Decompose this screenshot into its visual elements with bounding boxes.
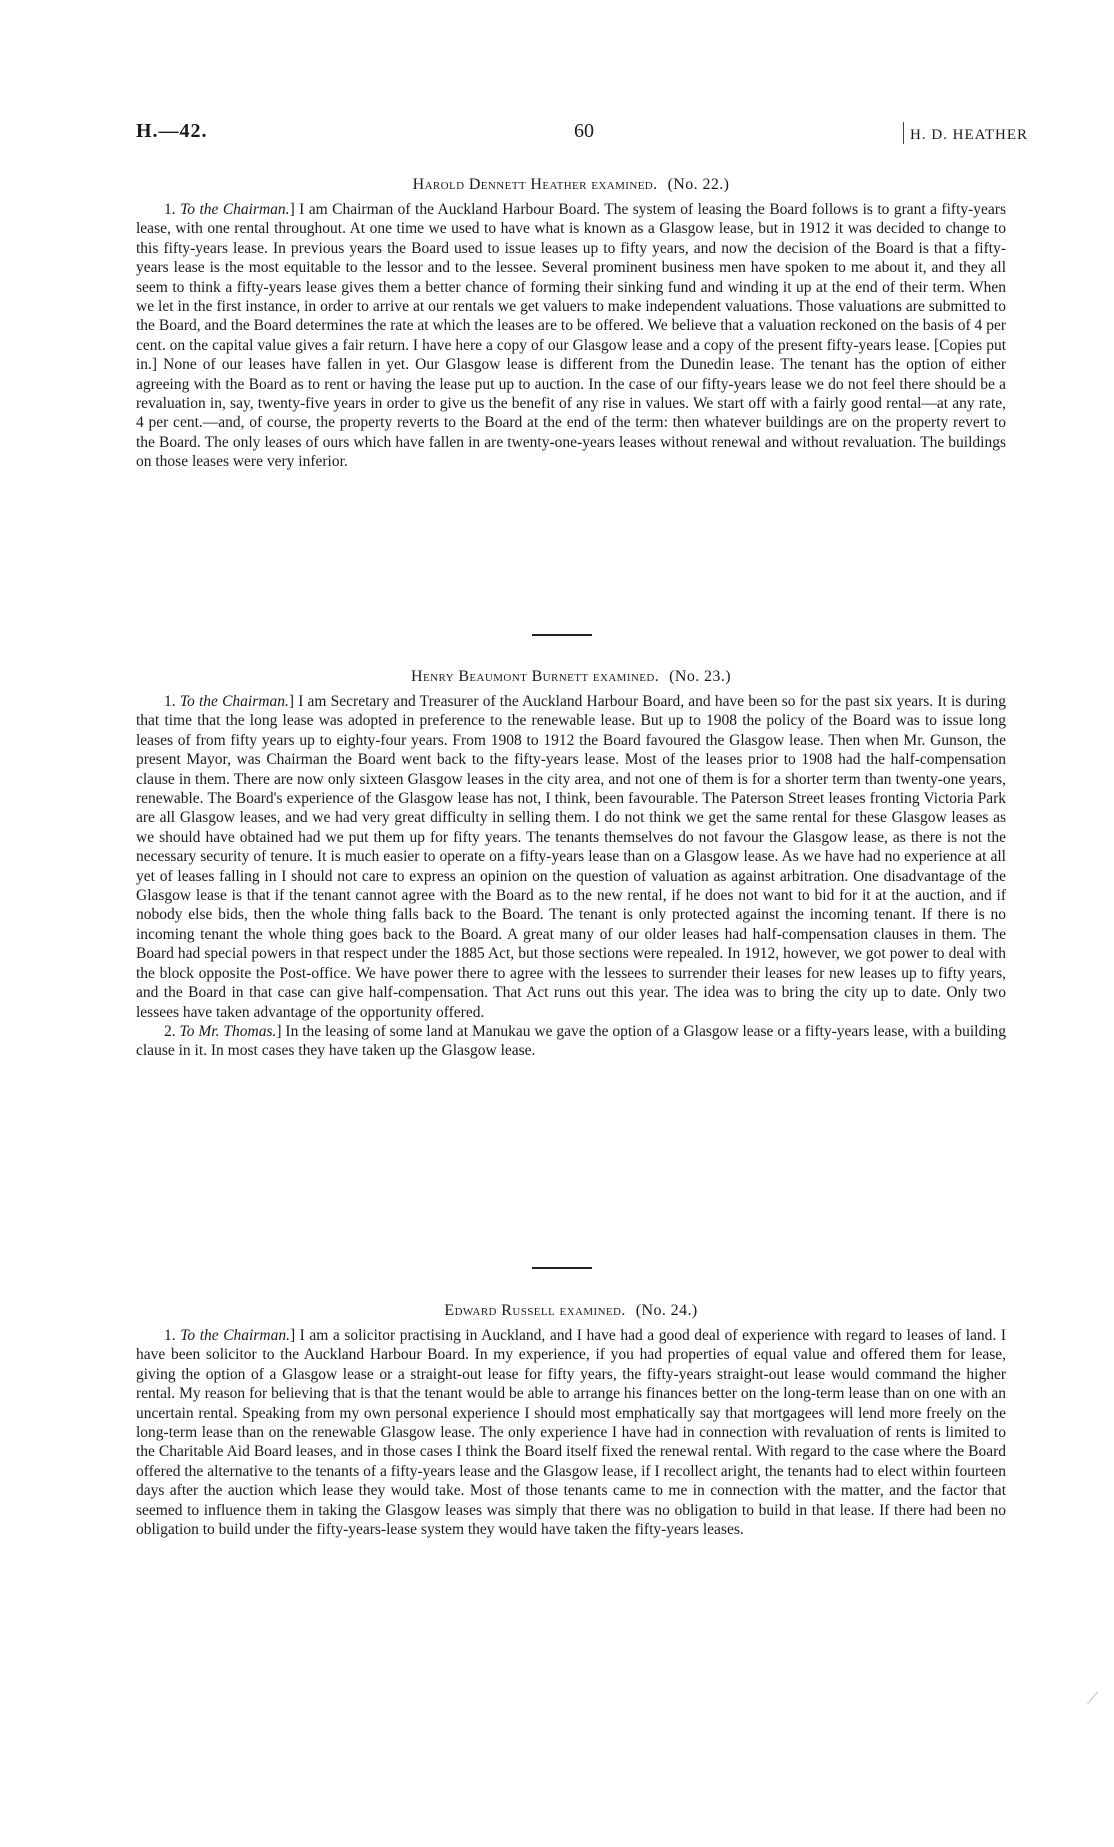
witness-heading [136,1302,1006,1320]
testimony-paragraph [136,1326,1006,1539]
testimony-paragraph [136,200,1006,472]
header-running-title-text: H. D. HEATHER [910,127,1028,143]
witness-number: (No. 24.) [635,1302,698,1319]
testimony-text: ] I am Chairman of the Auckland Harbour Board. The system of leasing the Board follows is to grant a fifty-years lease, with one rental throughout. At one time we used to have what is known as a Glasgow lease, but in 1912 it was decided to change to this fifty-years lease. In previous years the Board used to issue leases up to fifty years, and now the decision of the Board is that a fifty-years lease is the most equitable to the lessor and to the lessee. Several prominent business men have spoken to me about it, and they all seem to think a fifty-years lease gives them a better chance of forming their sinking fund and winding it up at the end of their term. When we let in the first instance, in order to arrive at our rentals we get valuers to make independent valuations. Those valuations are submitted to the Board, and the Board determines the rate at which the leases are to be offered. We believe that a valuation reckoned on the basis of 4 per cent. on the capital value gives a fair return. I have here a copy of our Glasgow lease and a copy of the present fifty-years lease. [Copies put in.] None of our leases have fallen in yet. Our Glasgow lease is different from the Dunedin lease. The tenant has the option of either agreeing with the Board as to rent or having the lease put up to auction. In the case of our fifty-years lease we do not feel there should be a revaluation in, say, twenty-five years in order to give us the benefit of any rise in values. We start off with a fairly good rental—at any rate, 4 per cent.—and, of course, the property reverts to the Board at the end of the term: then whatever buildings are on the property revert to the Board. The only leases of ours which have fallen in are twenty-one-years leases without renewal and without revaluation. The buildings on those leases were very inferior. [136,201,1006,471]
witness-section-burnett [136,668,1006,1061]
addressee: To the Chairman. [180,201,290,218]
witness-heading [136,176,1006,194]
question-number: 1. [164,201,181,218]
testimony-paragraph [136,1022,1006,1061]
testimony-text: ] In the leasing of some land at Manukau we gave the option of a Glasgow lease or a fifty-years lease, with a building clause in it. In most cases they have taken up the Glasgow lease. [136,1022,1007,1060]
witness-section-heather [136,176,1006,472]
witness-section-russell [136,1302,1006,1539]
header-divider [903,122,904,144]
page-number: 60 [574,120,594,142]
addressee: To the Chairman. [180,1327,290,1344]
section-divider [532,634,592,636]
witness-name: Harold Dennett Heather [412,176,587,193]
testimony-text: ] I am Secretary and Treasurer of the Auckland Harbour Board, and have been so for the past six years. It is during that time that the long lease was adopted in preference to the renewable lease. But up to 1908 the policy of the Board was to issue long leases of from fifty years up to eighty-four years. From 1908 to 1912 the Board favoured the Glasgow lease. Then when Mr. Gunson, the present Mayor, was Chairman the Board went back to the fifty-years lease. Most of the leases prior to 1908 had the half-compensation clause in them. There are now only sixteen Glasgow leases in the city area, and not one of them is for a shorter term than twenty-one years, renewable. The Board's experience of the Glasgow lease has not, I think, been favourable. The Paterson Street leases fronting Victoria Park are all Glasgow leases, and we had very great difficulty in selling them. I do not think we get the same rental for these Glasgow leases as we should have obtained had we put them up for fifty years. The tenants themselves do not favour the Glasgow lease, as there is not the necessary security of tenure. It is much easier to operate on a fifty-years lease than on a Glasgow lease. As we have had no experience at all yet of leases falling in I should not care to express an opinion on the question of valuation as against arbitration. One disadvantage of the Glasgow lease is that if the tenant cannot agree with the Board as to the new rental, if he does not want to bid for it at the auction, and if nobody else bids, then the whole thing falls back to the Board. The tenant is only protected against the incoming tenant. If there is no incoming tenant the whole thing goes back to the Board. A great many of our older leases had half-compensation clauses in them. The Board had special powers in that respect under the 1885 Act, but those sections were repealed. In 1912, however, we got power to deal with the block opposite the Post-office. We have power there to agree with the lessees to surrender their leases for new leases up to fifty years, and the Board in that case can give half-compensation. That Act runs out this year. The idea was to bring the city up to date. Only two lessees have taken advantage of the opportunity offered. [136,693,1006,1021]
testimony-paragraph [136,692,1006,1022]
question-number: 2. [164,1022,180,1040]
witness-name: Edward Russell [444,1302,556,1319]
addressee: To the Chairman. [179,693,289,710]
witness-number: (No. 22.) [667,176,730,193]
witness-number: (No. 23.) [669,668,731,685]
testimony-text: ] I am a solicitor practising in Auckland, and I have had a good deal of experience with regard to leases of land. I have been solicitor to the Auckland Harbour Board. In my experience, if you had properties of equal value and offered them for lease, giving the option of a Glasgow lease or a straight-out lease for fifty years, the fifty-years straight-out lease would command the higher rental. My reason for believing that is that the tenant would be able to arrange his finances better on the long-term lease than on one with an uncertain rental. Speaking from my own personal experience I should most emphatically say that mortgagees will lend more freely on the long-term lease than on the renewable Glasgow lease. The only experience I have had in connection with revaluation of rents is limited to the Charitable Aid Board leases, and in those cases I think the Board itself fixed the renewal rental. With regard to the case where the Board offered the alternative to the tenants of a fifty-years lease and the Glasgow lease, if I recollect aright, the tenants had to elect within fourteen days after the auction which lease they would take. Most of those tenants came to me in connection with the matter, and the factor that seemed to influence them in taking the Glasgow leases was simply that there was no obligation to build in that lease. If there had been no obligation to build under the fifty-years-lease system they would have taken the fifty-years leases. [136,1327,1007,1539]
examined-label: examined. [559,1302,626,1319]
scan-artifact-mark [1087,1691,1106,1710]
witness-heading [136,668,1006,686]
header-running-title [903,122,1028,144]
examined-label: examined. [591,176,658,193]
header-reference: H.—42. [136,120,208,142]
question-number: 1. [164,693,180,710]
witness-name: Henry Beaumont Burnett [411,668,589,685]
section-divider [532,1267,592,1269]
addressee: To Mr. Thomas. [179,1022,277,1040]
examined-label: examined. [592,668,660,685]
question-number: 1. [164,1327,181,1344]
page-header [136,120,1032,150]
